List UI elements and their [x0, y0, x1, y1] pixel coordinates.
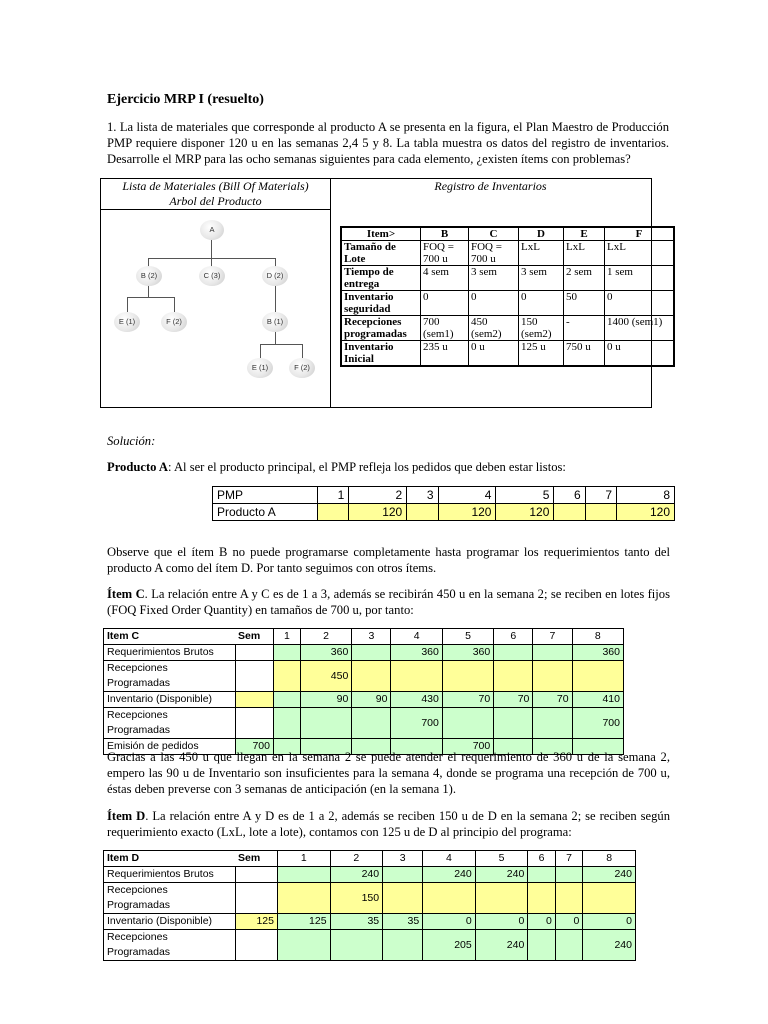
row-label: Inventario seguridad — [341, 291, 421, 316]
document-title: Ejercicio MRP I (resuelto) — [107, 92, 264, 107]
item-c-table — [103, 628, 624, 755]
table-cell — [235, 692, 274, 708]
table-cell: 4 sem — [421, 266, 469, 291]
table-cell — [528, 883, 556, 914]
table-row — [341, 241, 674, 266]
table-cell — [352, 645, 391, 661]
table-cell: 0 — [475, 914, 528, 930]
table-cell — [383, 867, 423, 883]
week-header: 7 — [555, 851, 583, 867]
table-row — [341, 341, 674, 367]
table-row — [104, 661, 624, 692]
table-cell — [391, 661, 442, 692]
table-cell: 90 — [352, 692, 391, 708]
table-cell: 150 (sem2) — [519, 316, 564, 341]
pmp-header-cell: 8 — [617, 487, 675, 504]
table-row — [104, 692, 624, 708]
tree-node-e1: E (1) — [114, 312, 140, 332]
table-item-label: Item D — [104, 851, 236, 867]
table-cell: LxL — [564, 241, 605, 266]
week-header: 7 — [533, 629, 572, 645]
table-cell — [583, 883, 636, 914]
week-header: 6 — [494, 629, 533, 645]
inventory-col-header: D — [519, 227, 564, 241]
table-cell: 700 — [442, 739, 493, 755]
tree-node-d: D (2) — [262, 266, 288, 286]
table-cell — [442, 708, 493, 739]
pmp-cell — [585, 504, 616, 521]
item-d-paragraph — [107, 808, 670, 840]
item-c-header-row — [104, 629, 624, 645]
tree-node-f2: F (2) — [289, 358, 315, 378]
pmp-cell — [554, 504, 585, 521]
table-cell: 205 — [423, 930, 476, 961]
row-label: Recepciones Programadas — [104, 883, 236, 914]
table-row — [341, 316, 674, 341]
table-cell — [352, 708, 391, 739]
table-cell: 125 — [235, 914, 278, 930]
table-sem-label: Sem — [235, 629, 274, 645]
week-header: 8 — [572, 629, 623, 645]
producto-a-text: : Al ser el producto principal, el PMP refleja los pedidos que deben estar listos: — [168, 460, 566, 474]
row-label: Requerimientos Brutos — [104, 645, 236, 661]
table-cell: 240 — [475, 867, 528, 883]
table-cell: 125 — [278, 914, 331, 930]
table-cell: 0 — [469, 291, 519, 316]
week-header: 1 — [278, 851, 331, 867]
table-cell: 360 — [391, 645, 442, 661]
table-cell: 0 u — [605, 341, 675, 367]
item-d-table — [103, 850, 636, 961]
table-cell — [533, 645, 572, 661]
table-cell: 700 — [572, 708, 623, 739]
pmp-table — [212, 486, 675, 521]
table-cell — [235, 645, 274, 661]
week-header: 2 — [330, 851, 383, 867]
week-header: 4 — [391, 629, 442, 645]
item-d-label: Ítem D — [107, 809, 146, 823]
pmp-cell: 120 — [438, 504, 496, 521]
row-label: Inventario (Disponible) — [104, 914, 236, 930]
table-cell — [528, 930, 556, 961]
table-cell: 360 — [300, 645, 351, 661]
bom-header — [101, 179, 330, 209]
week-header: 1 — [274, 629, 301, 645]
producto-a-paragraph — [107, 459, 667, 475]
table-cell: 150 — [330, 883, 383, 914]
week-header: 5 — [442, 629, 493, 645]
table-cell — [494, 645, 533, 661]
table-cell: 70 — [442, 692, 493, 708]
inventory-col-header: Item> — [341, 227, 421, 241]
table-cell: 3 sem — [519, 266, 564, 291]
item-c-paragraph — [107, 586, 670, 618]
row-label: Tiempo de entrega — [341, 266, 421, 291]
table-cell: 70 — [533, 692, 572, 708]
table-cell: 410 — [572, 692, 623, 708]
table-cell — [274, 708, 301, 739]
pmp-row-label: Producto A — [213, 504, 318, 521]
table-cell: 240 — [423, 867, 476, 883]
gracias-paragraph: Gracias a las 450 u que llegan en la semana 2 se puede atender el requerimiento de 360 u de la semana 2, empero las 90 u de Inventario son insuficientes para la semana 4, donde se programa una recepción de 700 u, éstas deben preverse con 3 semanas de anticipación (en la semana 1). — [107, 750, 670, 796]
solution-heading: Solución: — [107, 434, 156, 448]
pmp-header-row — [213, 487, 675, 504]
tree-node-e2: E (1) — [247, 358, 273, 378]
pmp-header-cell: PMP — [213, 487, 318, 504]
tree-node-a: A — [200, 220, 224, 240]
week-header: 4 — [423, 851, 476, 867]
inventory-header-row — [341, 227, 674, 241]
pmp-header-cell: 7 — [585, 487, 616, 504]
row-label: Tamaño de Lote — [341, 241, 421, 266]
pmp-header-cell: 1 — [318, 487, 349, 504]
table-cell: 0 — [519, 291, 564, 316]
bom-header-line1: Lista de Materiales (Bill Of Materials) — [122, 179, 309, 193]
table-cell: 35 — [330, 914, 383, 930]
week-header: 3 — [383, 851, 423, 867]
table-cell: 50 — [564, 291, 605, 316]
table-cell: LxL — [605, 241, 675, 266]
inventory-header: Registro de Inventarios — [434, 179, 547, 193]
product-tree — [100, 210, 329, 406]
table-sem-label: Sem — [235, 851, 278, 867]
table-cell: 90 — [300, 692, 351, 708]
table-cell — [278, 883, 331, 914]
row-label: Requerimientos Brutos — [104, 867, 236, 883]
table-cell: 0 — [605, 291, 675, 316]
table-cell — [423, 883, 476, 914]
pmp-header-cell: 6 — [554, 487, 585, 504]
table-cell: 360 — [442, 645, 493, 661]
row-label: Recepciones Programadas — [104, 708, 236, 739]
inventory-col-header: E — [564, 227, 605, 241]
table-cell — [533, 708, 572, 739]
week-header: 5 — [475, 851, 528, 867]
table-item-label: Item C — [104, 629, 236, 645]
table-row — [104, 883, 636, 914]
inventory-table — [340, 226, 675, 367]
pmp-header-cell: 2 — [349, 487, 407, 504]
table-cell: 0 — [421, 291, 469, 316]
table-cell — [235, 867, 278, 883]
bom-header-line2: Arbol del Producto — [169, 194, 262, 208]
table-cell — [528, 867, 556, 883]
pmp-header-cell: 5 — [496, 487, 554, 504]
row-label: Recepciones programadas — [341, 316, 421, 341]
table-cell: 70 — [494, 692, 533, 708]
week-header: 3 — [352, 629, 391, 645]
inventory-col-header: F — [605, 227, 675, 241]
pmp-cell — [318, 504, 349, 521]
table-cell: 240 — [330, 867, 383, 883]
table-cell — [274, 645, 301, 661]
tree-node-b2: B (1) — [262, 312, 288, 332]
table-cell — [274, 692, 301, 708]
table-row — [104, 867, 636, 883]
table-cell: 1400 (sem1) — [605, 316, 675, 341]
table-row — [104, 930, 636, 961]
table-cell — [494, 661, 533, 692]
table-cell: 240 — [583, 930, 636, 961]
week-header: 2 — [300, 629, 351, 645]
table-cell: 0 — [583, 914, 636, 930]
row-label: Inventario Inicial — [341, 341, 421, 367]
week-header: 8 — [583, 851, 636, 867]
table-cell — [555, 883, 583, 914]
table-cell — [572, 661, 623, 692]
inventory-col-header: C — [469, 227, 519, 241]
observe-paragraph: Observe que el ítem B no puede programarse completamente hasta programar los requerimientos tanto del producto A como del ítem D. Por tanto seguimos con otros ítems. — [107, 545, 670, 575]
pmp-header-cell: 4 — [438, 487, 496, 504]
table-cell — [555, 930, 583, 961]
table-cell: 700 — [391, 708, 442, 739]
table-cell — [278, 930, 331, 961]
pmp-cell — [407, 504, 438, 521]
table-cell: 700 — [235, 739, 274, 755]
tree-node-b: B (2) — [136, 266, 162, 286]
row-label: Inventario (Disponible) — [104, 692, 236, 708]
pmp-header-cell: 3 — [407, 487, 438, 504]
table-row — [213, 504, 675, 521]
table-cell — [235, 883, 278, 914]
table-row — [104, 914, 636, 930]
intro-paragraph: 1. La lista de materiales que corresponde al producto A se presenta en la figura, el Plan Maestro de Producción PMP requiere disponer 120 u en las semanas 2,4 5 y 8. La tabla muestra os datos del registro de inventarios. Desarrolle el MRP para las ocho semanas siguientes para cada elemento, ¿existen ítems con problemas? — [107, 120, 669, 166]
table-cell: 3 sem — [469, 266, 519, 291]
table-cell — [278, 867, 331, 883]
table-row — [341, 266, 674, 291]
table-row — [104, 645, 624, 661]
table-cell: 235 u — [421, 341, 469, 367]
table-cell: 700 (sem1) — [421, 316, 469, 341]
table-cell — [555, 867, 583, 883]
table-cell: 0 — [555, 914, 583, 930]
table-cell — [300, 708, 351, 739]
table-cell: 430 — [391, 692, 442, 708]
table-cell — [494, 708, 533, 739]
table-cell: 0 — [528, 914, 556, 930]
table-row — [104, 708, 624, 739]
table-cell: 750 u — [564, 341, 605, 367]
row-label: Recepciones Programadas — [104, 661, 236, 692]
table-cell — [274, 661, 301, 692]
table-cell — [235, 930, 278, 961]
producto-a-label: Producto A — [107, 460, 168, 474]
item-d-header-row — [104, 851, 636, 867]
row-label: Emisión de pedidos — [104, 739, 236, 755]
row-label: Recepciones Programadas — [104, 930, 236, 961]
table-cell: 35 — [383, 914, 423, 930]
tree-node-f1: F (2) — [161, 312, 187, 332]
table-cell: - — [564, 316, 605, 341]
table-cell: FOQ = 700 u — [469, 241, 519, 266]
table-cell: LxL — [519, 241, 564, 266]
table-cell: 240 — [475, 930, 528, 961]
item-c-text: . La relación entre A y C es de 1 a 3, además se recibirán 450 u en la semana 2; se reciben en lotes fijos (FOQ Fixed Order Quantity) en tamaños de 700 u, por tanto: — [107, 587, 671, 617]
pmp-cell: 120 — [617, 504, 675, 521]
table-cell: 2 sem — [564, 266, 605, 291]
table-cell — [383, 930, 423, 961]
table-cell — [475, 883, 528, 914]
pmp-cell: 120 — [496, 504, 554, 521]
inventory-col-header: B — [421, 227, 469, 241]
table-cell — [383, 883, 423, 914]
tree-node-c: C (3) — [199, 266, 225, 286]
table-cell — [235, 708, 274, 739]
week-header: 6 — [528, 851, 556, 867]
table-cell — [352, 661, 391, 692]
item-d-text: . La relación entre A y D es de 1 a 2, además se reciben 150 u de D en la semana 2; se reciben según requerimiento exacto (LxL, lote a lote), contamos con 125 u de D al principio del programa: — [107, 809, 670, 839]
table-cell — [533, 661, 572, 692]
table-cell: 360 — [572, 645, 623, 661]
table-cell: 0 u — [469, 341, 519, 367]
table-row — [341, 291, 674, 316]
pmp-cell: 120 — [349, 504, 407, 521]
table-cell — [235, 661, 274, 692]
table-cell — [442, 661, 493, 692]
table-cell: 450 — [300, 661, 351, 692]
table-cell: 1 sem — [605, 266, 675, 291]
table-cell: 450 (sem2) — [469, 316, 519, 341]
table-cell: 240 — [583, 867, 636, 883]
table-cell: 0 — [423, 914, 476, 930]
table-cell: 125 u — [519, 341, 564, 367]
table-cell — [330, 930, 383, 961]
item-c-label: Ítem C — [107, 587, 145, 601]
table-cell: FOQ = 700 u — [421, 241, 469, 266]
